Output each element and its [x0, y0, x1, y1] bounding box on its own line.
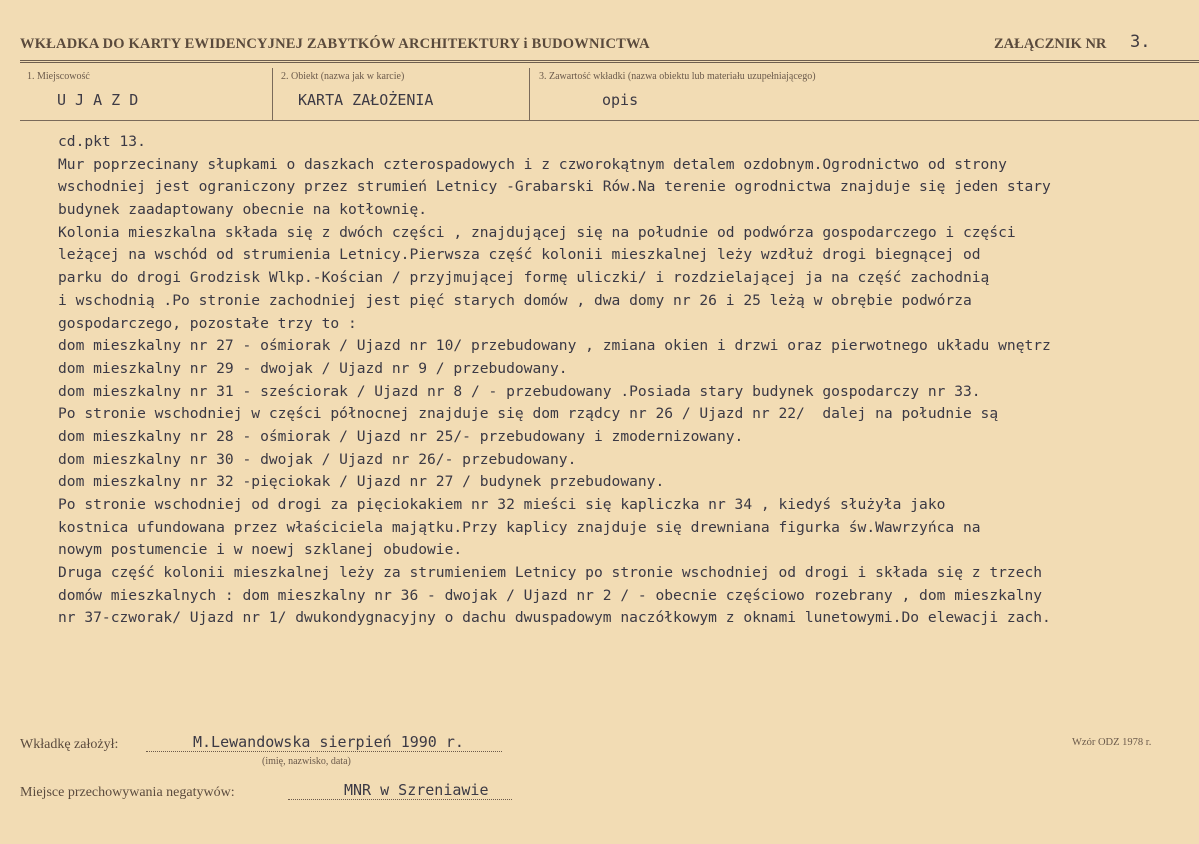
body-line: parku do drogi Grodzisk Wlkp.-Kościan / przyjmującej formę uliczki/ i rozdzielającej ja na część zachodnią [58, 269, 990, 287]
description-body [58, 131, 1199, 630]
body-line: dom mieszkalny nr 29 - dwojak / Ujazd nr 9 / przebudowany. [58, 359, 568, 377]
body-line: dom mieszkalny nr 30 - dwojak / Ujazd nr 26/- przebudowany. [58, 450, 577, 468]
content-value: opis [602, 91, 639, 109]
fields-bottom-rule [20, 120, 1199, 121]
body-line: domów mieszkalnych : dom mieszkalny nr 36 - dwojak / Ujazd nr 2 / - obecnie częściowo rozebrany , dom mieszkalny [58, 586, 1043, 604]
body-line: dom mieszkalny nr 28 - ośmiorak / Ujazd nr 25/- przebudowany i zmodernizowany. [58, 427, 744, 445]
field-divider-1 [272, 68, 273, 120]
body-line: Po stronie wschodniej w części północnej znajduje się dom rządcy nr 26 / Ujazd nr 22/ dalej na południe są [58, 405, 999, 423]
annex-number: 3. [1130, 32, 1151, 52]
body-line: Po stronie wschodniej od drogi za pięciokakiem nr 32 mieści się kapliczka nr 34 , kiedyś służyła jako [58, 496, 946, 513]
object-label: 2. Obiekt (nazwa jak w karcie) [281, 71, 405, 82]
creator-hint: (imię, nazwisko, data) [262, 756, 351, 767]
body-line: budynek zaadaptowany obecnie na kotłownię. [58, 201, 428, 219]
form-code: Wzór ODZ 1978 r. [1072, 737, 1152, 748]
body-line: nr 37-czworak/ Ujazd nr 1/ dwukondygnacyjny o dachu dwuspadowym naczółkowym z oknami lunetowymi.Do elewacji zach. [58, 609, 1051, 627]
locality-label: 1. Miejscowość [27, 71, 90, 82]
storage-dots [288, 799, 512, 800]
header-title: WKŁADKA DO KARTY EWIDENCYJNEJ ZABYTKÓW ARCHITEKTURY i BUDOWNICTWA [20, 36, 650, 52]
creator-value: M.Lewandowska sierpień 1990 r. [193, 733, 464, 751]
body-line: leżącej na wschód od strumienia Letnicy.Pierwsza część kolonii mieszkalnej leży wzdłuż drogi biegnącej od [58, 246, 981, 264]
storage-label: Miejsce przechowywania negatywów: [20, 785, 235, 800]
body-line: dom mieszkalny nr 32 -pięciokak / Ujazd nr 27 / budynek przebudowany. [58, 473, 665, 491]
header-rule [20, 60, 1199, 63]
body-line: cd.pkt 13. [58, 133, 146, 150]
body-line: gospodarczego, pozostałe trzy to : [58, 314, 357, 332]
field-divider-2 [529, 68, 530, 120]
body-line: Druga część kolonii mieszkalnej leży za strumieniem Letnicy po stronie wschodniej od drogi i składa się z trzech [58, 564, 1043, 582]
storage-value: MNR w Szreniawie [344, 781, 489, 799]
body-line: kostnica ufundowana przez właściciela majątku.Przy kaplicy znajduje się drewniana figurka św.Wawrzyńca na [58, 518, 981, 536]
creator-dots [146, 751, 502, 752]
body-line: wschodniej jest ograniczony przez strumień Letnicy -Grabarski Rów.Na terenie ogrodnictwa znajduje się jeden stary [58, 178, 1051, 196]
body-line: i wschodnią .Po stronie zachodniej jest pięć starych domów , dwa domy nr 26 i 25 leżą w obrębie podwórza [58, 291, 972, 309]
body-line: dom mieszkalny nr 27 - ośmiorak / Ujazd nr 10/ przebudowany , zmiana okien i drzwi oraz pierwotnego układu wnętrz [58, 337, 1051, 355]
object-value: KARTA ZAŁOŻENIA [298, 91, 434, 109]
creator-label: Wkładkę założył: [20, 737, 119, 752]
body-line: Mur poprzecinany słupkami o daszkach czterospadowych i z czworokątnym detalem ozdobnym.Ogrodnictwo od strony [58, 155, 1007, 173]
body-line: dom mieszkalny nr 31 - sześciorak / Ujazd nr 8 / - przebudowany .Posiada stary budynek gospodarczy nr 33. [58, 382, 981, 400]
body-line: Kolonia mieszkalna składa się z dwóch części , znajdującej się na południe od podwórza gospodarczego i części [58, 223, 1016, 241]
content-label: 3. Zawartość wkładki (nazwa obiektu lub materiału uzupełniającego) [539, 71, 816, 82]
locality-value: U J A Z D [57, 91, 139, 109]
body-line: nowym postumencie i w noewj szklanej obudowie. [58, 541, 463, 559]
annex-label: ZAŁĄCZNIK NR [994, 36, 1107, 52]
